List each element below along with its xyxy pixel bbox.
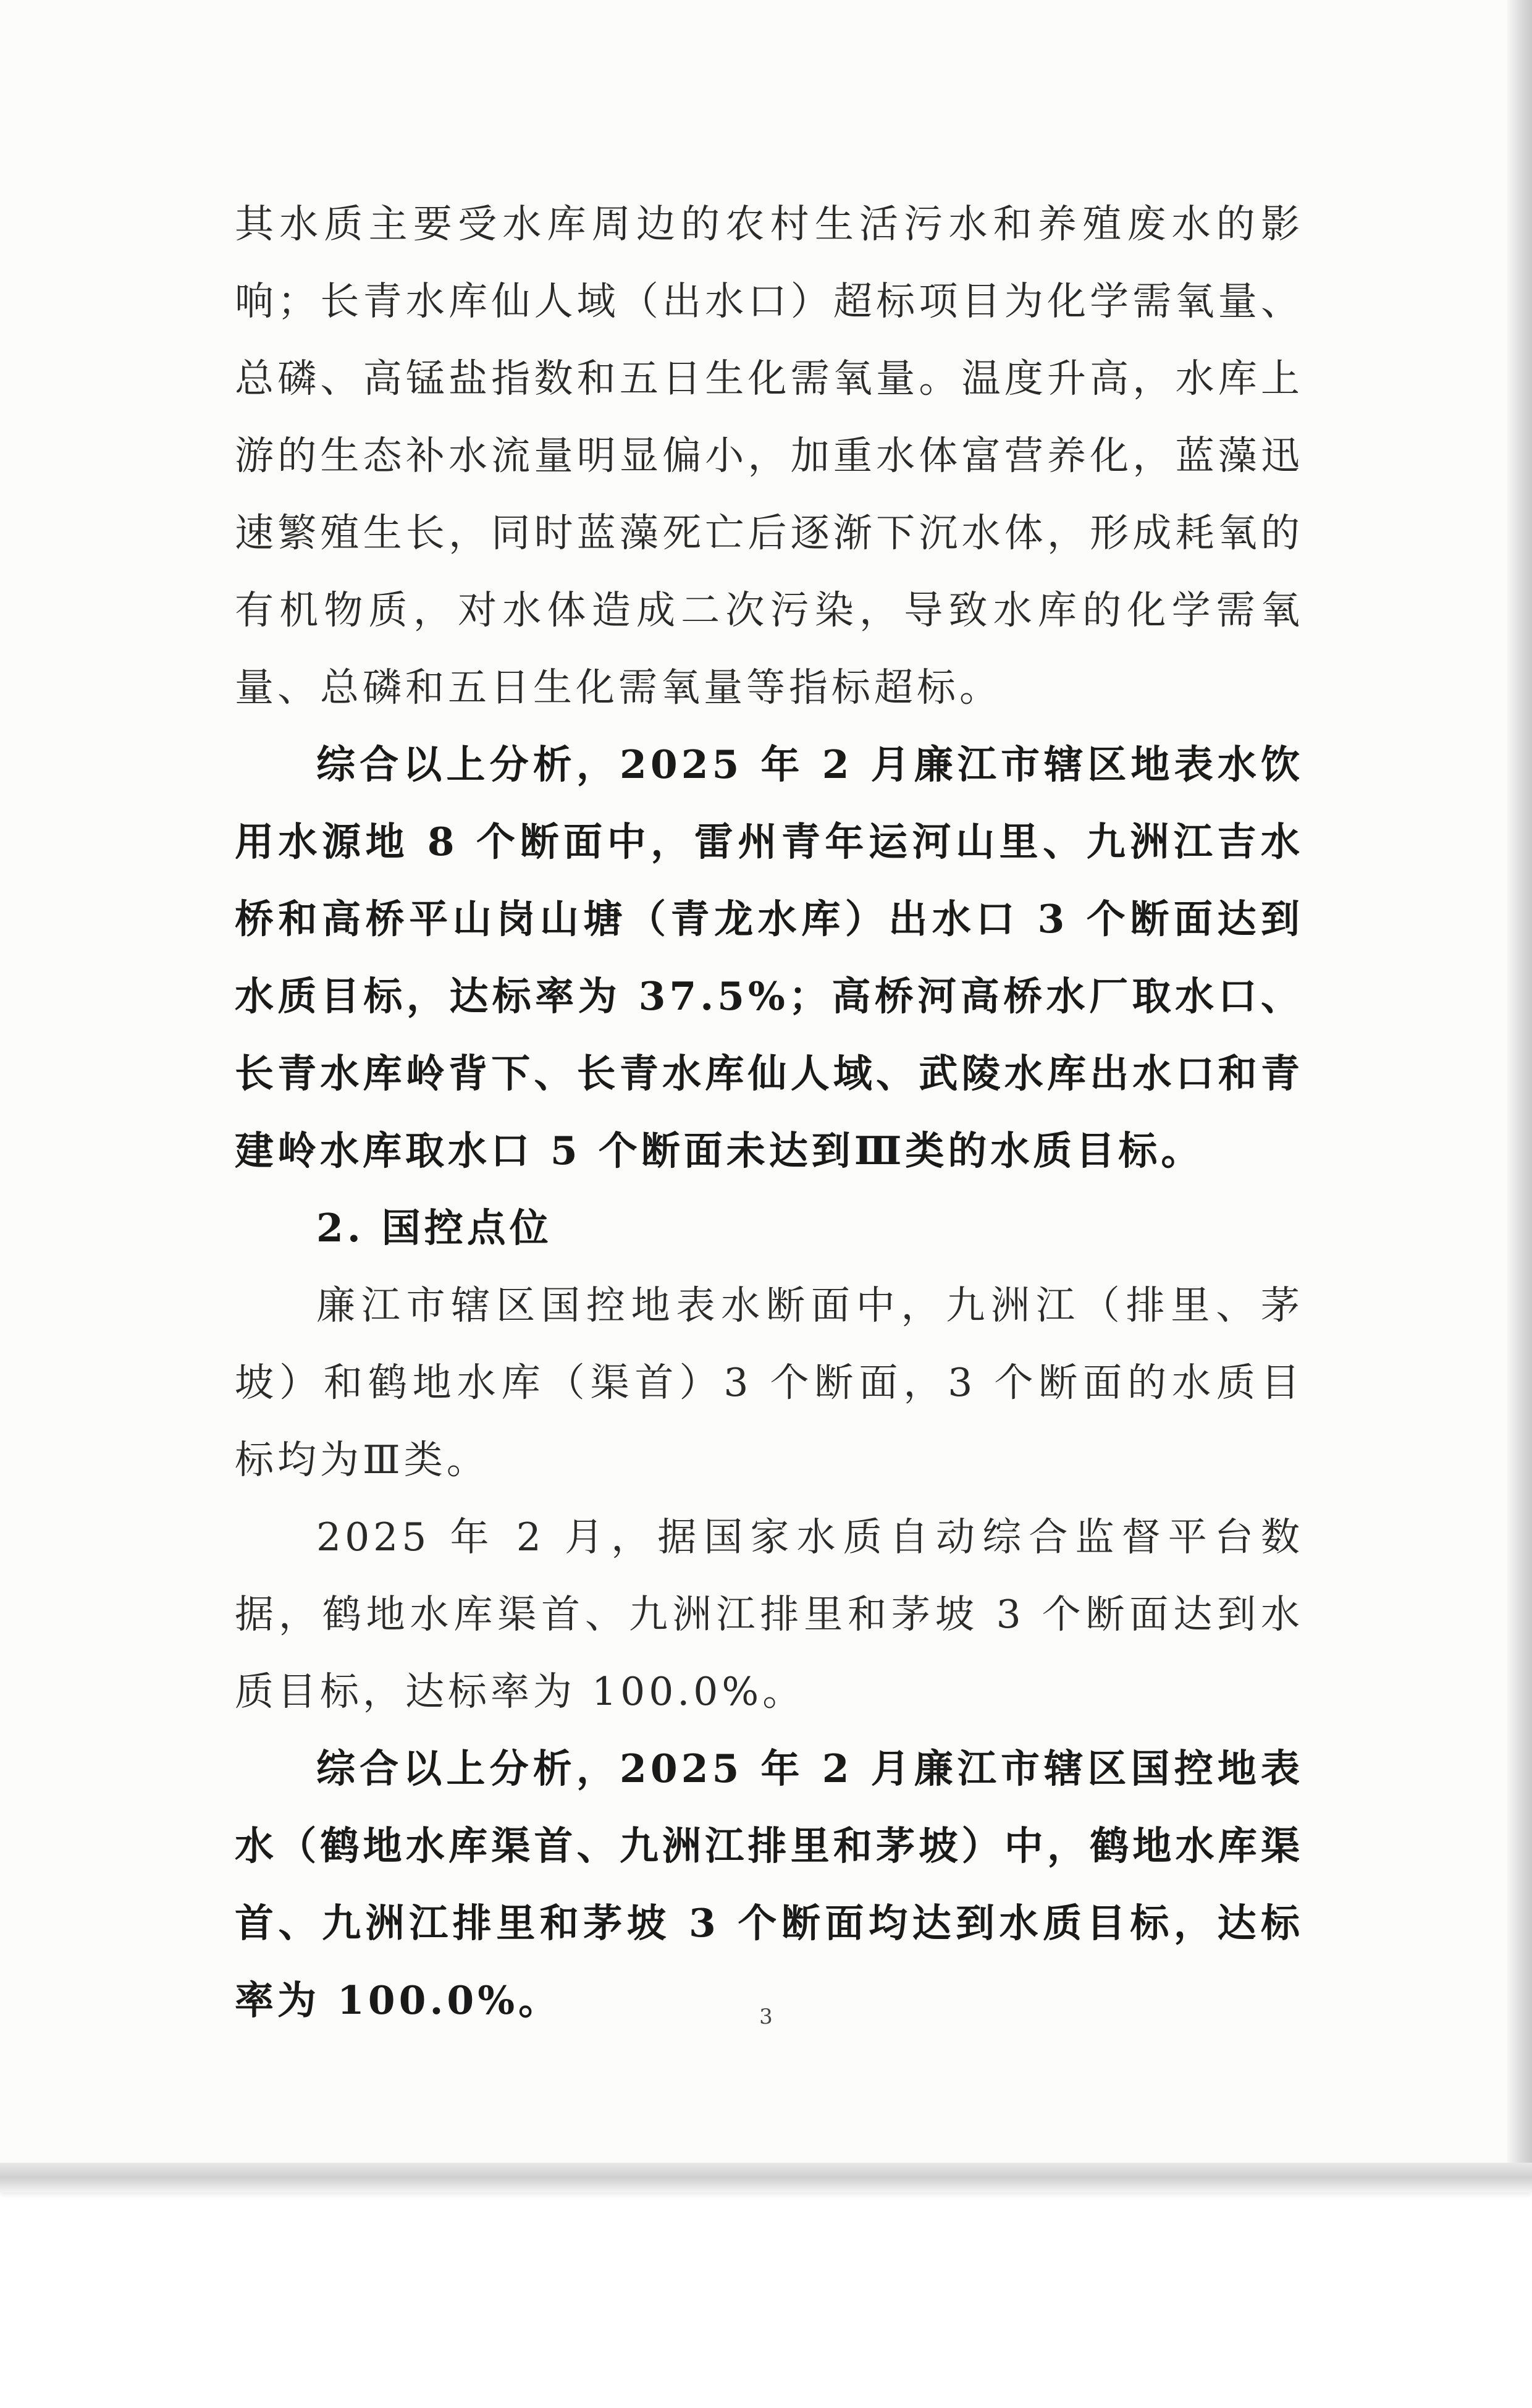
page-bottom-edge	[0, 2163, 1532, 2192]
paragraph-drinking-source-summary: 综合以上分析，2025 年 2 月廉江市辖区地表水饮用水源地 8 个断面中，雷州青年运河山里、九洲江吉水桥和高桥平山岗山塘（青龙水库）出水口 3 个断面达到水质目标，达标率为 37.5%；高桥河高桥水厂取水口、长青水库岭背下、长青水库仙人域、武陵水库出水口和青建岭水库取水口 5 个断面未达到Ⅲ类的水质目标。	[235, 741, 1303, 1173]
paragraph-national-monitoring: 2025 年 2 月，据国家水质自动综合监督平台数据，鹤地水库渠首、九洲江排里和茅坡 3 个断面达到水质目标，达标率为 100.0%。	[235, 1515, 1303, 1714]
document-body	[235, 185, 1303, 2039]
section-heading-national-points: 2. 国控点位	[316, 1205, 552, 1251]
page-right-edge	[1507, 0, 1532, 2190]
paragraph-national-summary: 综合以上分析，2025 年 2 月廉江市辖区国控地表水（鹤地水库渠首、九洲江排里和茅坡）中，鹤地水库渠首、九洲江排里和茅坡 3 个断面均达到水质目标，达标率为 100.0%。	[235, 1746, 1303, 2023]
paragraph-pollution-cause: 其水质主要受水库周边的农村生活污水和养殖废水的影响；长青水库仙人域（出水口）超标项目为化学需氧量、总磷、高锰盐指数和五日生化需氧量。温度升高，水库上游的生态补水流量明显偏小，加重水体富营养化，蓝藻迅速繁殖生长，同时蓝藻死亡后逐渐下沉水体，形成耗氧的有机物质，对水体造成二次污染，导致水库的化学需氧量、总磷和五日生化需氧量等指标超标。	[235, 201, 1303, 710]
paragraph-national-sections: 廉江市辖区国控地表水断面中，九洲江（排里、茅坡）和鹤地水库（渠首）3 个断面，3 个断面的水质目标均为Ⅲ类。	[235, 1283, 1303, 1482]
page-number: 3	[759, 2005, 773, 2029]
